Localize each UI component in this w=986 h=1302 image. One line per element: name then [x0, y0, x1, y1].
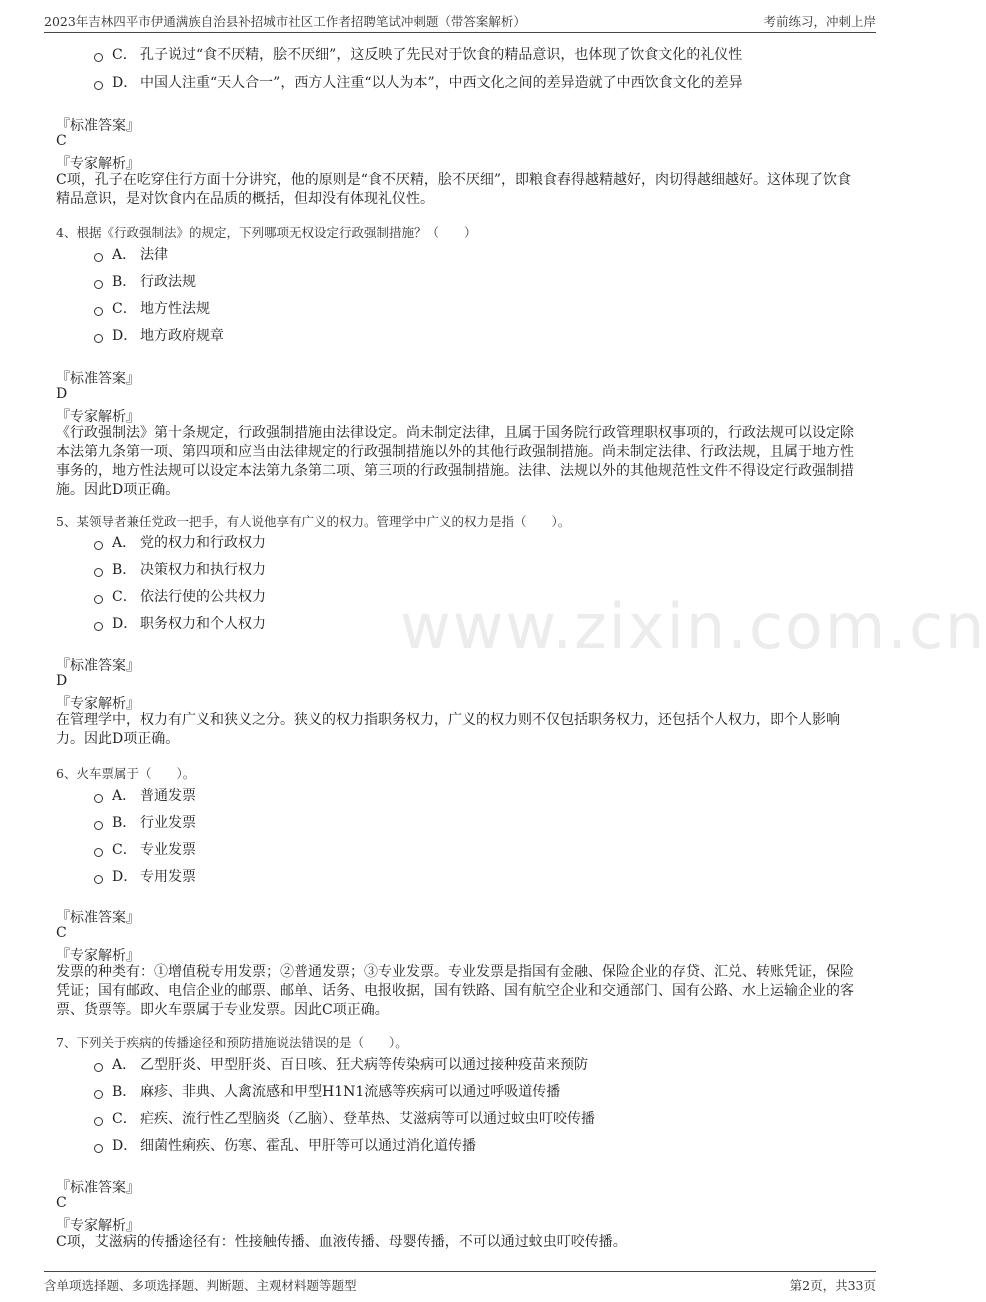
option-text: 孔子说过“食不厌精，脍不厌细”，这反映了先民对于饮食的精品意识，也体现了饮食文化的礼仪性	[140, 47, 743, 63]
q6-option-d[interactable]	[94, 865, 196, 887]
option-letter: C．	[112, 589, 137, 605]
radio-icon[interactable]	[94, 81, 103, 90]
option-letter: C．	[112, 47, 137, 63]
answer-label: 『标准答案』	[56, 1180, 140, 1196]
q4-option-c[interactable]	[94, 297, 210, 319]
radio-icon[interactable]	[94, 1090, 103, 1099]
page-footer	[44, 1271, 876, 1296]
option-letter: D．	[112, 869, 138, 885]
radio-icon[interactable]	[94, 280, 103, 289]
radio-icon[interactable]	[94, 848, 103, 857]
radio-icon[interactable]	[94, 541, 103, 550]
option-letter: A．	[112, 1057, 137, 1073]
option-text: 乙型肝炎、甲型肝炎、百日咳、狂犬病等传染病可以通过接种疫苗来预防	[140, 1057, 588, 1073]
q3-option-c[interactable]	[94, 43, 742, 65]
option-letter: C．	[112, 842, 137, 858]
radio-icon[interactable]	[94, 568, 103, 577]
analysis-text: C项，孔子在吃穿住行方面十分讲究，他的原则是“食不厌精，脍不厌细”，即粮食舂得越精越好，肉切得越细越好。这体现了饮食精品意识，是对饮食内在品质的概括，但却没有体现礼仪性。	[56, 172, 852, 207]
q4-option-a[interactable]	[94, 243, 168, 265]
option-letter: B．	[112, 1084, 137, 1100]
answer-label: 『标准答案』	[56, 118, 140, 134]
analysis-label: 『专家解析』	[56, 156, 140, 172]
q6-option-b[interactable]	[94, 811, 196, 833]
analysis-text: C项，艾滋病的传播途径有：性接触传播、血液传播、母婴传播，不可以通过蚊虫叮咬传播。	[56, 1234, 627, 1250]
q5-option-a[interactable]	[94, 531, 266, 553]
analysis-label: 『专家解析』	[56, 409, 140, 425]
q5-option-b[interactable]	[94, 558, 266, 580]
option-text: 依法行使的公共权力	[140, 589, 266, 605]
radio-icon[interactable]	[94, 595, 103, 604]
analysis-label: 『专家解析』	[56, 948, 140, 964]
q6-option-a[interactable]	[94, 784, 196, 806]
option-letter: D．	[112, 75, 138, 91]
radio-icon[interactable]	[94, 1117, 103, 1126]
radio-icon[interactable]	[94, 821, 103, 830]
q7-option-a[interactable]	[94, 1053, 588, 1075]
q5-option-d[interactable]	[94, 612, 266, 634]
option-letter: B．	[112, 815, 137, 831]
analysis-text: 发票的种类有：①增值税专用发票；②普通发票；③专业发票。专业发票是指国有金融、保险企业的存贷、汇兑、转账凭证，保险凭证；国有邮政、电信企业的邮票、邮单、话务、电报收据，国有铁路、国有航空企业和交通部门、国有公路、水上运输企业的客票、货票等。即火车票属于专业发票。因此C项正确。	[56, 964, 854, 1018]
option-letter: A．	[112, 247, 137, 263]
answer-value: C	[56, 133, 67, 149]
radio-icon[interactable]	[94, 794, 103, 803]
answer-value: D	[56, 673, 68, 689]
option-text: 麻疹、非典、人禽流感和甲型H1N1流感等疾病可以通过呼吸道传播	[140, 1084, 561, 1100]
document-title: 2023年吉林四平市伊通满族自治县补招城市社区工作者招聘笔试冲刺题（带答案解析）	[44, 14, 526, 29]
option-text: 疟疾、流行性乙型脑炎（乙脑）、登革热、艾滋病等可以通过蚊虫叮咬传播	[140, 1111, 595, 1127]
analysis-text: 在管理学中，权力有广义和狭义之分。狭义的权力指职务权力，广义的权力则不仅包括职务权力，还包括个人权力，即个人影响力。因此D项正确。	[56, 712, 840, 747]
option-text: 地方政府规章	[140, 328, 224, 344]
question-7: 7、下列关于疾病的传播途径和预防措施说法错误的是（ ）。	[56, 1035, 408, 1050]
answer-label: 『标准答案』	[56, 910, 140, 926]
option-text: 法律	[140, 247, 168, 263]
option-text: 职务权力和个人权力	[140, 616, 266, 632]
footer-note: 含单项选择题、多项选择题、判断题、主观材料题等题型	[44, 1278, 357, 1293]
answer-value: C	[56, 1195, 67, 1211]
option-letter: B．	[112, 274, 137, 290]
radio-icon[interactable]	[94, 334, 103, 343]
q4-option-b[interactable]	[94, 270, 196, 292]
option-text: 党的权力和行政权力	[140, 535, 266, 551]
option-letter: D．	[112, 1138, 138, 1154]
q5-option-c[interactable]	[94, 585, 266, 607]
analysis-label: 『专家解析』	[56, 696, 140, 712]
radio-icon[interactable]	[94, 622, 103, 631]
option-text: 行业发票	[140, 815, 196, 831]
option-text: 中国人注重“天人合一”，西方人注重“以人为本”，中西文化之间的差异造就了中西饮食文化的差异	[140, 75, 743, 91]
option-letter: D．	[112, 616, 138, 632]
radio-icon[interactable]	[94, 1063, 103, 1072]
option-text: 地方性法规	[140, 301, 210, 317]
option-text: 专业发票	[140, 842, 196, 858]
radio-icon[interactable]	[94, 53, 103, 62]
page-number: 第2页，共33页	[789, 1278, 876, 1293]
page-header	[44, 12, 876, 33]
option-letter: A．	[112, 788, 137, 804]
option-text: 决策权力和执行权力	[140, 562, 266, 578]
option-text: 专用发票	[140, 869, 196, 885]
watermark: www.zixin.com.cn	[400, 590, 986, 663]
header-slogan: 考前练习，冲刺上岸	[763, 14, 876, 29]
question-4: 4、根据《行政强制法》的规定，下列哪项无权设定行政强制措施？（ ）	[56, 225, 477, 240]
analysis-text: 《行政强制法》第十条规定，行政强制措施由法律设定。尚未制定法律，且属于国务院行政管理职权事项的，行政法规可以设定除本法第九条第一项、第四项和应当由法律规定的行政强制措施以外的其他行政强制措施。尚未制定法律、行政法规，且属于地方性事务的，地方性法规可以设定本法第九条第二项、第三项的行政强制措施。法律、法规以外的其他规范性文件不得设定行政强制措施。因此D项正确。	[56, 425, 854, 498]
radio-icon[interactable]	[94, 1144, 103, 1153]
q7-option-b[interactable]	[94, 1080, 560, 1102]
answer-label: 『标准答案』	[56, 658, 140, 674]
radio-icon[interactable]	[94, 253, 103, 262]
option-text: 细菌性痢疾、伤寒、霍乱、甲肝等可以通过消化道传播	[140, 1138, 476, 1154]
radio-icon[interactable]	[94, 875, 103, 884]
q7-option-d[interactable]	[94, 1134, 476, 1156]
q4-option-d[interactable]	[94, 324, 224, 346]
option-letter: B．	[112, 562, 137, 578]
question-5: 5、某领导者兼任党政一把手，有人说他享有广义的权力。管理学中广义的权力是指（ ）。	[56, 514, 571, 529]
option-letter: C．	[112, 1111, 137, 1127]
q6-option-c[interactable]	[94, 838, 196, 860]
answer-label: 『标准答案』	[56, 371, 140, 387]
option-letter: D．	[112, 328, 138, 344]
analysis-label: 『专家解析』	[56, 1218, 140, 1234]
answer-value: C	[56, 925, 67, 941]
question-6: 6、火车票属于（ ）。	[56, 766, 196, 781]
option-text: 行政法规	[140, 274, 196, 290]
option-text: 普通发票	[140, 788, 196, 804]
option-letter: C．	[112, 301, 137, 317]
radio-icon[interactable]	[94, 307, 103, 316]
q7-option-c[interactable]	[94, 1107, 595, 1129]
option-letter: A．	[112, 535, 137, 551]
q3-option-d[interactable]	[94, 71, 743, 93]
answer-value: D	[56, 386, 68, 402]
